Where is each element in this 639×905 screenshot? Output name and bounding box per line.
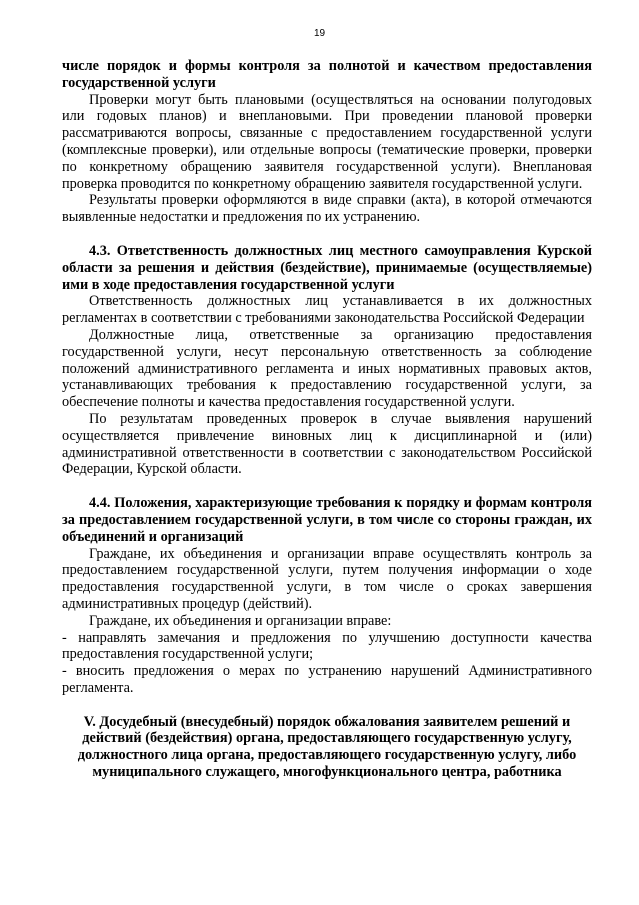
paragraph-inspections: Проверки могут быть плановыми (осуществляться на основании полугодовых или годовых планов) и внеплановыми. При проведении плановой проверки рассматриваются вопросы, связанные с предоставлением государственной услуги (комплексные проверки), или отдельные вопросы (тематические проверки, проверки по конкретному обращению заявителя государственной услуги). Внеплановая проверка проводится по конкретному обращению заявителя государственной услуги. (62, 91, 592, 192)
spacer (62, 478, 592, 495)
paragraph-inspection-results: Результаты проверки оформляются в виде справки (акта), в которой отмечаются выявленные недостатки и предложения по их устранению. (62, 192, 592, 226)
section-heading-4-3: 4.3. Ответственность должностных лиц местного самоуправления Курской области за решения и действия (бездействие), принимаемые (осуществляемые) ими в ходе предоставления государственной услуги (62, 242, 592, 293)
paragraph-officials: Должностные лица, ответственные за организацию предоставления государственной услуги, несут персональную ответственность за соблюдение положений административного регламента и иных нормативных правовых актов, устанавливающих требования к предоставлению государственной услуги, за обеспечение полноты и качества предоставления государственной услуги. (62, 326, 592, 411)
list-item-remarks: - направлять замечания и предложения по улучшению доступности качества предоставления государственной услуги; (62, 629, 592, 663)
list-item-proposals: - вносить предложения о мерах по устранению нарушений Административного регламента. (62, 663, 592, 696)
document-body (62, 58, 592, 781)
section-continuation-heading: числе порядок и формы контроля за полнотой и качеством предоставления государственной услуги (62, 58, 592, 91)
paragraph-citizen-rights: Граждане, их объединения и организации вправе: (89, 612, 392, 629)
spacer (62, 226, 592, 243)
section-heading-v: V. Досудебный (внесудебный) порядок обжалования заявителем решений и действий (бездействия) органа, предоставляющего государственную услугу, должностного лица органа, предоставляющего государственную услугу, либо муниципального служащего, многофункционального центра, работника (77, 713, 577, 781)
paragraph-responsibility: Ответственность должностных лиц устанавливается в их должностных регламентах в соответствии с требованиями законодательства Российской Федерации (62, 293, 592, 327)
section-heading-4-4: 4.4. Положения, характеризующие требования к порядку и формам контроля за предоставлением государственной услуги, в том числе со стороны граждан, их объединений и организаций (62, 495, 592, 545)
paragraph-violations: По результатам проведенных проверок в случае выявления нарушений осуществляется привлечение виновных лиц к дисциплинарной и (или) административной ответственности в соответствии с законодательством Российской Федерации, Курской области. (62, 410, 592, 478)
paragraph-citizen-control: Граждане, их объединения и организации вправе осуществлять контроль за предоставлением государственной услуги, путем получения информации о ходе предоставления государственной услуги, в том числе о сроках завершения административных процедур (действий). (62, 545, 592, 612)
page-number: 19 (313, 28, 326, 39)
spacer (62, 697, 592, 714)
